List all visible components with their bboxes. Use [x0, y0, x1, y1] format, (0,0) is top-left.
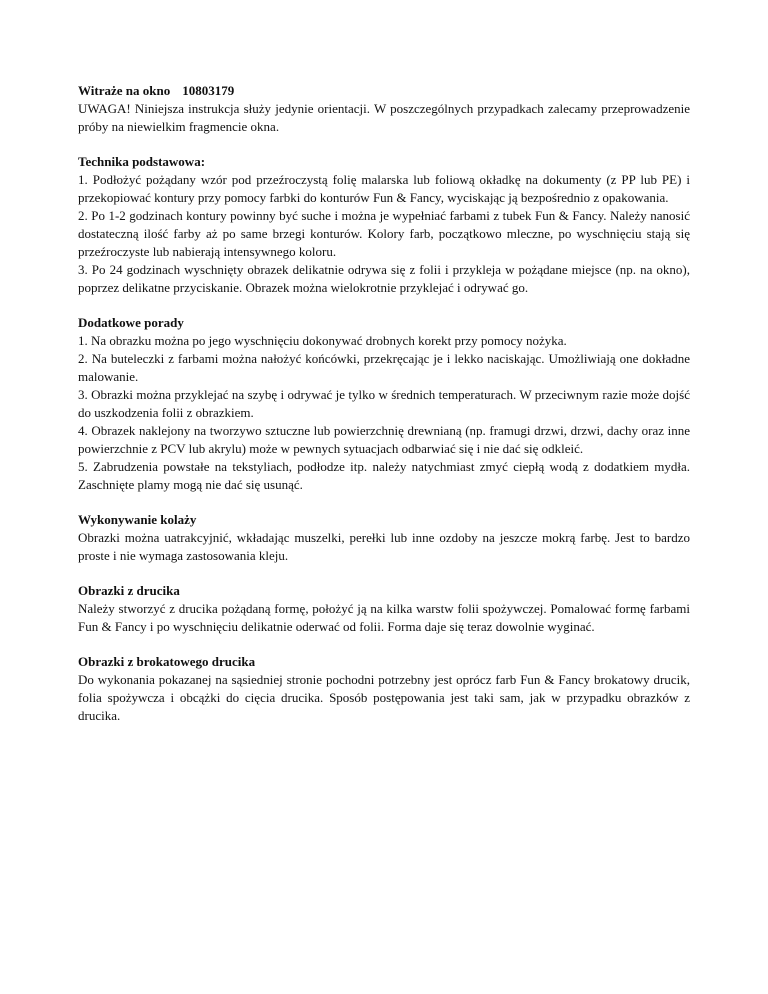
document-title-line: [78, 82, 690, 100]
section-title: Wykonywanie kolaży: [78, 512, 197, 527]
paragraph: Do wykonania pokazanej na sąsiedniej stronie pochodni potrzebny jest oprócz farb Fun & Fancy brokatowy drucik, folia spożywcza i obcążki do cięcia drucika. Sposób postępowania jest taki sam, jak w przypadku obrazków z drucika.: [78, 672, 690, 723]
document-title: Witraże na okno: [78, 83, 171, 98]
paragraph: 1. Podłożyć pożądany wzór pod przeźroczystą folię malarska lub foliową okładkę na dokumenty (z PP lub PE) i przekopiować kontury przy pomocy farbki do konturów Fun & Fancy, wyciskając ją bezpośrednio z opakowania.: [78, 172, 690, 205]
paragraph: 5. Zabrudzenia powstałe na tekstyliach, podłodze itp. należy natychmiast zmyć ciepłą wodą z dodatkiem mydła. Zaschnięte plamy mogą nie dać się usunąć.: [78, 459, 690, 492]
paragraph: 2. Po 1-2 godzinach kontury powinny być suche i można je wypełniać farbami z tubek Fun & Fancy. Należy nanosić dostateczną ilość farby aż po same brzegi konturów. Kolory farb, początkowo mleczne, po wyschnięciu stają się przeźroczyste lub nabierają intensywnego koloru.: [78, 208, 690, 259]
section-title: Dodatkowe porady: [78, 315, 184, 330]
paragraph: Należy stworzyć z drucika pożądaną formę, położyć ją na kilka warstw folii spożywczej. Pomalować formę farbami Fun & Fancy i po wyschnięciu delikatnie oderwać od folii. Forma daje się teraz dowolnie wyginać.: [78, 601, 690, 634]
paragraph: 3. Po 24 godzinach wyschnięty obrazek delikatnie odrywa się z folii i przykleja w pożądane miejsce (np. na okno), poprzez delikatne przyciskanie. Obrazek można wielokrotnie przyklejać i odrywać go.: [78, 262, 690, 295]
section-technika-podstawowa: [78, 153, 690, 297]
section-title: Obrazki z brokatowego drucika: [78, 654, 256, 669]
document-header: [78, 82, 690, 136]
paragraph: 1. Na obrazku można po jego wyschnięciu dokonywać drobnych korekt przy pomocy nożyka.: [78, 333, 567, 348]
paragraph: 2. Na buteleczki z farbami można nałożyć końcówki, przekręcając je i lekko naciskając. Umożliwiają one dokładne malowanie.: [78, 351, 690, 384]
paragraph: 3. Obrazki można przyklejać na szybę i odrywać je tylko w średnich temperaturach. W przeciwnym razie może dojść do uszkodzenia folii z obrazkiem.: [78, 387, 690, 420]
section-dodatkowe-porady: [78, 314, 690, 494]
product-code: 10803179: [182, 83, 235, 98]
section-title: Technika podstawowa:: [78, 154, 206, 169]
section-obrazki-z-brokatowego-drucika: [78, 653, 690, 725]
document-page: [78, 82, 690, 725]
section-obrazki-z-drucika: [78, 582, 690, 636]
section-wykonywanie-kolazy: [78, 511, 690, 565]
paragraph: 4. Obrazek naklejony na tworzywo sztuczne lub powierzchnię drewnianą (np. framugi drzwi, drzwi, dachy oraz inne powierzchnie z PCV lub akrylu) może w pewnych sytuacjach odbarwiać się i nie dać się odkleić.: [78, 423, 690, 456]
warning-paragraph: UWAGA! Niniejsza instrukcja służy jedynie orientacji. W poszczególnych przypadkach zalecamy przeprowadzenie próby na niewielkim fragmencie okna.: [78, 101, 690, 134]
paragraph: Obrazki można uatrakcyjnić, wkładając muszelki, perełki lub inne ozdoby na jeszcze mokrą farbę. Jest to bardzo proste i nie wymaga zastosowania kleju.: [78, 530, 690, 563]
section-title: Obrazki z drucika: [78, 583, 180, 598]
